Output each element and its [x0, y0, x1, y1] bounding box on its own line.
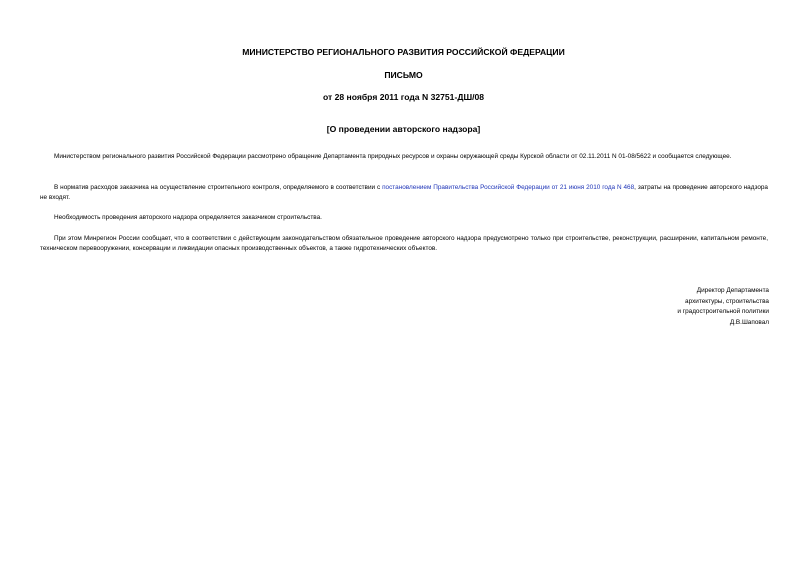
paragraph-2-text-after: , затраты на проведение авторского надзора не входят.	[40, 184, 768, 201]
document-subject: [О проведении авторского надзора]	[326, 124, 481, 134]
paragraph-2	[40, 183, 768, 203]
paragraph-3: Необходимость проведения авторского надзора определяется заказчиком строительства.	[54, 214, 322, 221]
paragraph-1: Министерством регионального развития Российской Федерации рассмотрено обращение Департамента природных ресурсов и охраны окружающей среды Курской области от 02.11.2011 N 01-08/5622 и сообщается следующее.	[54, 153, 732, 160]
signatory-name: Д.В.Шаповал	[729, 318, 769, 326]
resolution-link[interactable]: постановлением Правительства Российской Федерации от 21 июня 2010 года N 468	[382, 184, 635, 191]
document-date-number: от 28 ноября 2011 года N 32751-ДШ/08	[322, 92, 485, 102]
ministry-heading: МИНИСТЕРСТВО РЕГИОНАЛЬНОГО РАЗВИТИЯ РОССИЙСКОЙ ФЕДЕРАЦИИ	[242, 47, 565, 57]
document-type: ПИСЬМО	[384, 70, 423, 80]
signature-position-line-2: архитектуры, строительства	[685, 297, 769, 305]
paragraph-2-text-before: В норматив расходов заказчика на осуществление строительного контроля, определяемого в соответствии с	[54, 184, 383, 191]
signature-block	[677, 286, 769, 328]
signature-position-line-3: и градостроительной политики	[677, 308, 769, 315]
signature-position-line-1: Директор Департамента	[696, 287, 769, 294]
paragraph-4: При этом Минрегион России сообщает, что в соответствии с действующим законодательством обязательное проведение авторского надзора предусмотрено только при строительстве, реконструкции, расширении, капитальном ремонте, техническом перевооружении, консервации и ликвидации опасных производственных объектов, а также гидротехнических объектов.	[40, 235, 768, 252]
